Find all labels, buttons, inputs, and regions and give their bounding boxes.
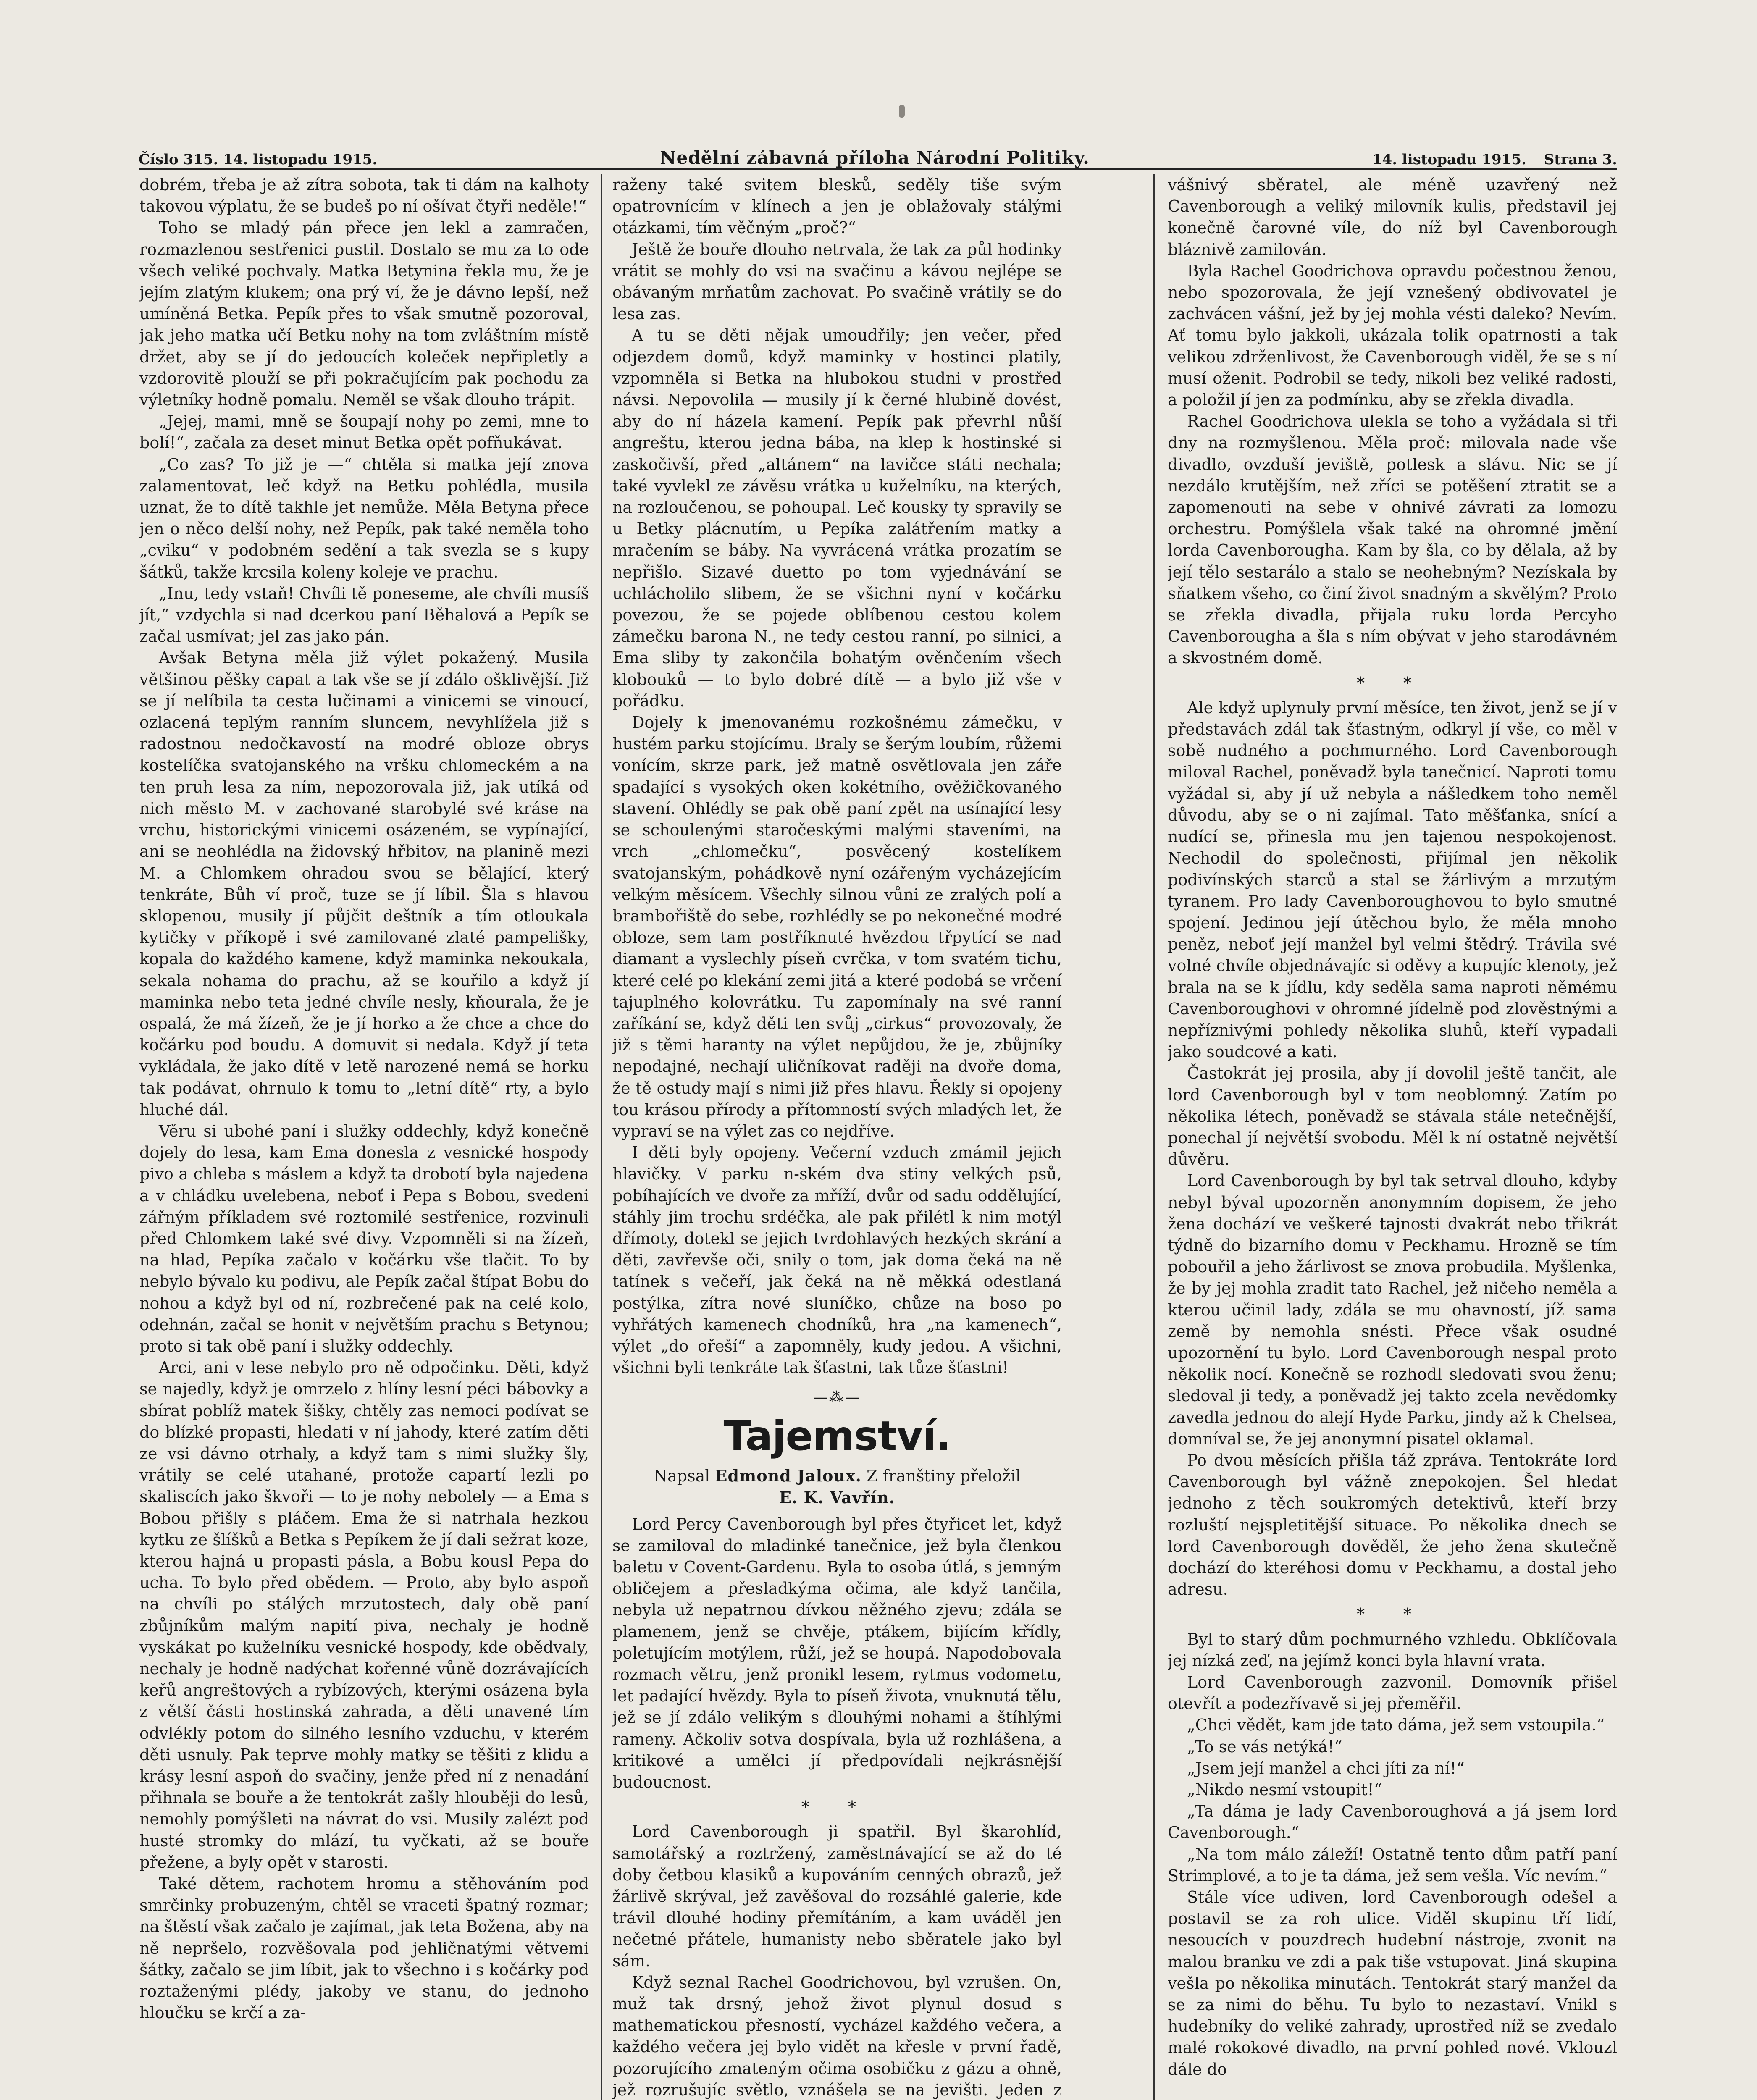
dialogue-line: „Jsem její manžel a chci jíti za ní!“ [1187,1759,1465,1777]
paragraph: Věru si ubohé paní i služky oddechly, když konečně dojely do lesa, kam Ema donesla z vesnické hospody pivo a chleba s máslem a když ta drobotí byla najedena a v chládku uvelebena, neboť i Pepa s Bobou, svedeni zářným příkladem své roztomilé sestřenice, rozvinuli před Chlomkem také své divy. Vzpomněli si na žízeň, na hlad, Pepíka začalo v kočárku vše tlačit. To by nebylo bývalo ku podivu, ale Pepík začal štípat Bobu do nohou a když byl od ní, rozbrečené pak na celé kolo, odehnán, začal se honit v největším prachu s Betynou; proto si tak obě paní i služky oddechly. [139,1121,589,1355]
ink-stain [899,105,905,118]
supplement-title: Nedělní zábavná příloha Národní Politiky. [660,147,1090,168]
paragraph: Avšak Betyna měla již výlet pokažený. Musila většinou pěšky capat a tak vše se jí zdálo ošklivější. Již se jí nelíbila ta cesta lučinami a vinicemi se vinoucí, ozlacená teplým ranním sluncem, nevyhlížela již s radostnou nedočkavostí na modré obloze obrys kostelíčka svatojanského na vršku chlomeckém a na ten pruh lesa za ním, nepozorovala již, jak utíká od nich město M. v zachované starobylé své kráse na vrchu, historickými vinicemi osázeném, se vypínající, ani se neohlédla na židovský hřbitov, na planině mezi M. a Chlomkem ohradou svou se bělající, který tenkráte, Bůh ví proč, tuze se jí líbil. Šla s hlavou sklopenou, musily jí půjčit deštník a tím otloukala kytičky v příkopě i své zamilované zlaté pampelišky, kopala do každého kamene, když maminka nekoukala, sekala nohama do prachu, až se kouřilo a když jí maminka nebo teta jedné chvíle nesly, kňourala, že je ospalá, že má žízeň, že je jí horko a že chce a chce do kočárku pod boudu. A domuvit si nedala. Když jí teta vykládala, že jako dítě v letě narozené nemá se horku tak podávat, ohrnulo k tomu to „letní dítě“ rty, a bylo hluché dál. [139,648,589,1119]
section-divider: —⁂— [813,1389,861,1406]
story-byline [612,1465,1062,1509]
dialogue-line: „Ta dáma je lady Cavenboroughová a já jsem lord Cavenborough.“ [1168,1802,1617,1842]
paragraph: Stále více udiven, lord Cavenborough odešel a postavil se za roh ulice. Viděl skupinu tří lidí, nesoucích v pouzdrech hudební nástroje, zvonit na malou branku ve zdi a pak tiše vstupovat. Jiná skupina vešla po několika minutách. Tentokrát starý manžel da se za nimi do běhu. Tu bylo to nezastaví. Vnikl s hudebníky do veliké zahrady, uprostřed níž se zvedalo malé rokokové divadlo, na první pohled nové. Vklouzl dále do [1168,1888,1617,2079]
column-2 [612,174,1062,2100]
dialogue-line: „To se vás netýká!“ [1187,1737,1342,1756]
paragraph: „Jejej, mami, mně se šoupají nohy po zemi, mne to bolí!“, začala za deset minut Betka opět pofňukávat. [139,412,589,452]
column-rule-right [1153,174,1155,2100]
paragraph: Lord Cavenborough zazvonil. Domovník přišel otevřít a podezřívavě si jej přeměřil. [1168,1673,1617,1713]
translator-name: E. K. Vavřín. [779,1488,895,1507]
translation-note: Z franštiny přeložil [867,1466,1021,1485]
paragraph: „Inu, tedy vstaň! Chvíli tě poneseme, ale chvíli musíš jít,“ vzdychla si nad dcerkou paní Běhalová a Pepík se začal usmívat; jel zas jako pán. [139,584,589,646]
paragraph: Lord Cavenborough by byl tak setrval dlouho, kdyby nebyl býval upozorněn anonymním dopisem, že jeho žena dochází ve veškeré tajnosti dvakrát nebo třikrát týdně do bizarního domu v Peckhamu. Hrozně se tím pobouřil a jeho žárlivost se znova probudila. Myšlenka, že by jej mohla zradit tato Rachel, jež ničeho neměla a kterou učinil lady, zdála se mu ohavností, jíž sama země by nemohla snésti. Přece však osudné upozornění tu bylo. Lord Cavenborough nespal proto několik nocí. Konečně se rozhodl sledovati svou ženu; sledoval ji tedy, a poněvadž jej takto zcela nevědomky zavedla jednou do alejí Hyde Parku, jindy až k Chelsea, domníval se, že jej anonymní pisatel oklamal. [1168,1171,1617,1448]
paragraph: Po dvou měsících přišla táž zpráva. Tentokráte lord Cavenborough byl vážně znepokojen. Šel hledat jednoho z těch soukromých detektivů, kteří brzy rozluští nejspletitější situace. Po několika dnech se lord Cavenborough dověděl, že jeho žena skutečně dochází do kteréhosi domu v Peckhamu, a dostal jeho adresu. [1168,1451,1617,1599]
section-stars: * * [801,1798,873,1816]
paragraph: Arci, ani v lese nebylo pro ně odpočinku. Děti, když se najedly, když je omrzelo z hlíny lesní péci bábovky a sbírat poblíž matek šišky, chtěly zas nemoci podívat se do blízké propasti, hledati v ní jahody, které zatím děti ze vsi dávno otrhaly, a když tam s nimi služky šly, vrátily se celé utahané, protože capartí lezli po skaliscích jako škvoři — to je nohy nebolely — a Ema s Bobou přišly s pláčem. Ema že si natrhala hezkou kytku ze šlíšků a Betka s Pepíkem že jí dali sežrat koze, kterou hajná u propasti pásla, a Bobu kousl Pepa do ucha. To bylo před obědem. — Proto, aby bylo aspoň na chvíli po stálých mrzutostech, daly obě paní zbůjníkům malým napití piva, nechaly je hodně vyskákat po kuželníku vesnické hospody, kde obědvaly, nechaly je hodně nadýchat kořenné vůně dozrávajících keřů angreštových a rybízových, kterými osázena byla z větší části hostinská zahrada, a děti unavené tím odvlékly potom do silného lesního vzduchu, v kterém děti usnuly. Pak teprve mohly matky se těšiti z klidu a krásy lesní aspoň do svačiny, jenže před ní z nenadání přihnala se bouře a že tentokrát zašly hlouběji do lesů, nemohly pomýšleti na návrat do vsi. Musily zalézt pod husté stromky do mlází, tu vyčkati, až se bouře přežene, a byly opět v starosti. [139,1358,589,1872]
page-header [139,139,1617,170]
paragraph: Když seznal Rachel Goodrichovou, byl vzrušen. On, muž tak drsný, jehož život plynul dosud s mathematickou přesností, vycházel každého večera, a každého večera jej bylo vidět na křesle v první řadě, pozorujícího zmateným očima osobičku z gázu a ohně, jež rozrušujíc světlo, vznášela se na jevišti. Jeden z [612,1973,1062,2099]
paragraph: dobrém, třeba je až zítra sobota, tak ti dám na kalhoty takovou výplatu, že se budeš po ní ošívat čtyři neděle!“ [139,176,589,216]
paragraph: Lord Percy Cavenborough byl přes čtyřicet let, když se zamiloval do mladinké tanečnice, jež byla členkou baletu v Covent-Gardenu. Byla to osoba útlá, s jemným obličejem a přesladkýma očima, ale když tančila, nebyla už nepatrnou dívkou něžného zjevu; zdála se plamenem, jenž se chvěje, ptákem, bijícím křídly, poletujícím motýlem, růží, jež se houpá. Napodobovala rozmach větru, jenž pronikl lesem, rytmus vodometu, let padající hvězdy. Byla to píseň života, vnuknutá tělu, jež se jí zdálo velikým s dlouhými nohami a štíhlými rameny. Ačkoliv sotva dospívala, byla už rozhlášena, a kritikové a umělci jí předpovídali nejkrásnější budoucnost. [612,1515,1062,1792]
date-and-page [1372,151,1617,168]
paragraph: Toho se mladý pán přece jen lekl a zamračen, rozmazlenou sestřenici pustil. Dostalo se mu za to ode všech veliké pochvaly. Matka Betynina řekla mu, že je jejím zlatým klukem; ona prý ví, že je dávno lepší, než umíněná Betka. Pepík přes to však smutně pozoroval, jak jeho matka učí Betku nohy na tom zvláštním místě držet, aby se jí do jedoucích koleček nepřipletly a vzdorovitě plouží se při pokračujícím pak pochodu za výletníky hodně pomalu. Neměl se však dlouho trápit. [139,218,589,410]
paragraph: Ještě že bouře dlouho netrvala, že tak za půl hodinky vrátit se mohly do vsi na svačinu a kávou nejlépe se obávaným mrňatům zachovat. Po svačině vrátily se do lesa zas. [612,240,1062,323]
paragraph: Také dětem, rachotem hromu a stěhováním pod smrčinky probuzeným, chtěl se vraceti špatný rozmar; na štěstí však začalo je zajímat, jak teta Božena, aby na ně nepršelo, rozvěšovala pod jehličnatými větvemi šátky, začalo se jim líbit, jak to všechno i s kočárky pod roztaženými plédy, jakoby ve stanu, do jednoho hloučku se krčí a za- [139,1874,589,2022]
paragraph: Lord Cavenborough ji spatřil. Byl škarohlíd, samotářský a roztržený, zaměstnávající se až do té doby četbou klasiků a kupováním cenných obrazů, jež žárlivě skrýval, jež zavěšoval do rozsáhlé galerie, kde trávil dlouhé hodiny přemítáním, a kam uváděl jen nečetné přátele, humanisty nebo sběratele jako byl sám. [612,1822,1062,1970]
paragraph: Častokrát jej prosila, aby jí dovolil ještě tančit, ale lord Cavenborough byl v tom neoblomný. Zatím po několika létech, poněvadž se stávala stále netečnější, ponechal jí největší svobodu. Měl k ní ostatně největší důvěru. [1168,1064,1617,1169]
column-1 [139,174,589,2100]
story-title: Tajemství. [723,1412,951,1460]
paragraph: Byl to starý dům pochmurného vzhledu. Obklíčovala jej nízká zeď, na jejímž konci byla hlavní vrata. [1168,1630,1617,1670]
column-3 [1168,174,1617,2100]
dialogue-line: „Na tom málo záleží! Ostatně tento dům patří paní Strimplové, a to je ta dáma, jež sem vešla. Víc nevím.“ [1168,1845,1617,1885]
paragraph: Ale když uplynuly první měsíce, ten život, jenž se jí v představách zdál tak šťastným, odkryl jí vše, co měl v sobě nudného a pochmurného. Lord Cavenborough miloval Rachel, poněvadž byla tanečnicí. Naproti tomu vyžádal si, aby jí už nebyla a nášledkem toho neměl důvodu, aby se o ni zajímal. Tato měšťanka, snící a nudící se, přinesla mu jen tajenou nespokojenost. Nechodil do společnosti, přijímal jen několik podivínských starců a stal se žárlivým a mrzutým tyranem. Pro lady Cavenboroughovou to bylo smutné spojení. Jedinou její útěchou bylo, že měla mnoho peněz, neboť její manžel byl velmi štědrý. Trávila své volné chvíle objednávajíc si oděvy a kupujíc klenoty, jež brala na se k jídlu, kdy seděla sama naproti němému Cavenboroughovi v ohromné jídelně pod zlověstnými a nepříznivými pohledy několika sluhů, kteří vypadali jako soudcové a kati. [1168,698,1617,1061]
paragraph: Rachel Goodrichova ulekla se toho a vyžádala si tři dny na rozmyšlenou. Měla proč: milovala nade vše divadlo, ovzduší jeviště, potlesk a slávu. Nic se jí nezdálo krutějším, než zříci se potěšení ztratit se a zapomenouti na sebe v ohnivé závrati za lomozu orchestru. Pomýšlela však také na ohromné jmění lorda Cavenborougha. Kam by šla, co by dělala, až by její tělo sestarálo a stalo se neohebným? Nezískala by sňatkem všeho, co činí život snadným a skvělým? Proto se zřekla divadla, přijala ruku lorda Percyho Cavenborougha a šla s ním obývat v jeho starodávném a skvostném domě. [1168,412,1617,667]
header-date: 14. listopadu 1915. [1372,151,1526,168]
column-rule-left [601,174,602,2100]
paragraph: raženy také svitem blesků, seděly tiše svým opatrovnícím v klínech a jen je oblažovaly stálými otázkami, tím věčným „proč?“ [612,176,1062,237]
page-number: Strana 3. [1544,151,1617,168]
paragraph: I děti byly opojeny. Večerní vzduch zmámil jejich hlavičky. V parku n-ském dva stiny velkých psů, pobíhajících ve dvoře za mříží, dvůr od sadu oddělující, stáhly jim trochu srdéčka, ale pak přilétl k nim motýl dřímoty, dotekl se jejich tvrdohlavých hezkých skrání a děti, zavřevše oči, snily o tom, jak doma čeká na ně tatínek s večeří, jak čeká na ně měkká odestlaná postýlka, zítra nové sluníčko, chůze na boso po vyhřátých kamenech chodníků, hra „na kamenech“, výlet „do ořeší“ a zapomněly, kudy jedou. A všichni, všichni byli tenkráte tak šťastni, tak tůze šťastni! [612,1143,1062,1377]
paragraph: „Co zas? To již je —“ chtěla si matka její znova zalamentovat, leč když na Betku pohlédla, musila uznat, že to dítě takhle jet nemůže. Měla Betyna přece jen o něco delší nohy, než Pepík, pak také neměla toho „cviku“ v podobném sedění a tak svezla se s kupy šátků, takže krcsila koleny koleje ve prachu. [139,455,589,581]
dialogue-line: „Nikdo nesmí vstoupit!“ [1187,1780,1382,1799]
dialogue-line: „Chci vědět, kam jde tato dáma, jež sem vstoupila.“ [1187,1716,1605,1735]
paragraph: Dojely k jmenovanému rozkošnému zámečku, v hustém parku stojícímu. Braly se šerým loubím, růžemi vonícím, skrze park, jež matně osvětlovala jen záře spadající s vysokých oken kokétního, ověžičkovaného stavení. Ohlédly se pak obě paní zpět na usínající lesy se schoulenými staročeskými malými staveními, na vrch „chlomečku“, posvěcený kostelíkem svatojanským, pohádkově nyní ozářeným vycházejícím velkým měsícem. Všechly silnou vůni ze zralých polí a brambořiště do sebe, rozhlédly se po nekonečné modré obloze, sem tam postříknuté hvězdou třpytící se nad diamant a vyslechly píseň cvrčka, v tom svatém tichu, které celé po klekání zemi jitá a které podobá se vrčení tajuplného kolovrátku. Tu zapomínaly na své ranní zaříkání se, když děti ten svůj „cirkus“ provozovaly, že již s těmi haranty na výlet nepůjdou, že je, zbůjníky nepodajné, nechají uličníkovat raději na dvoře doma, že tě ostudy mají s nimi již přes hlavu. Řekly si opojeny tou krásou přírody a přítomností svých mladých let, že vypraví se na výlet zas co nejdříve. [612,713,1062,1140]
paragraph: vášnivý sběratel, ale méně uzavřený než Cavenborough a veliký milovník kulis, představil jej konečně čarovné víle, do níž byl Cavenborough bláznivě zamilován. [1168,176,1617,259]
paragraph: A tu se děti nějak umoudřily; jen večer, před odjezdem domů, když maminky v hostinci platily, vzpomněla si Betka na hlubokou studni v prostřed návsi. Nepovolila — musily jí k černé hlubině dovést, aby do ní házela kamení. Pepík pak převrhl nůší angreštu, kterou jedna bába, na klep k hostinské si zaskočivší, před „altánem“ na lavičce státi nechala; také vyvlekl ze závěsu vrátka u kuželníku, na kterých, na rozloučenou, se pohoupal. Leč kousky ty spravily se u Betky plácnutím, u Pepíka zalátřením matky a mračením se báby. Na vyvrácená vrátka prozatím se nepřišlo. Sizavé duetto po tom vyjednávání se uchlácholilo slibem, že se všichni nyní v kočárku povezou, že se pojede oblíbenou cestou kolem zámečku barona N., ne tedy cestou ranní, po silnici, a Ema sliby ty zakončila bohatým ověnčením všech klobouků — to bylo dobré dítě — a bylo již vše v pořádku. [612,326,1062,710]
issue-info: Číslo 315. 14. listopadu 1915. [139,151,378,168]
author-prefix: Napsal [653,1466,710,1485]
author-name: Edmond Jaloux. [715,1466,861,1485]
section-stars: * * [1356,1605,1429,1624]
paragraph: Byla Rachel Goodrichova opravdu počestnou ženou, nebo spozorovala, že její vznešený obdivovatel je zachvácen vášní, jež by jej mohla vésti daleko? Nevím. Ať tomu bylo jakkoli, ukázala tolik opatrnosti a tak velikou zdrženlivost, že Cavenborough viděl, že se s ní musí oženit. Podrobil se tedy, nikoli bez veliké radosti, a položil jí jen za podmínku, aby se zřekla divadla. [1168,261,1617,410]
section-stars: * * [1356,673,1429,692]
